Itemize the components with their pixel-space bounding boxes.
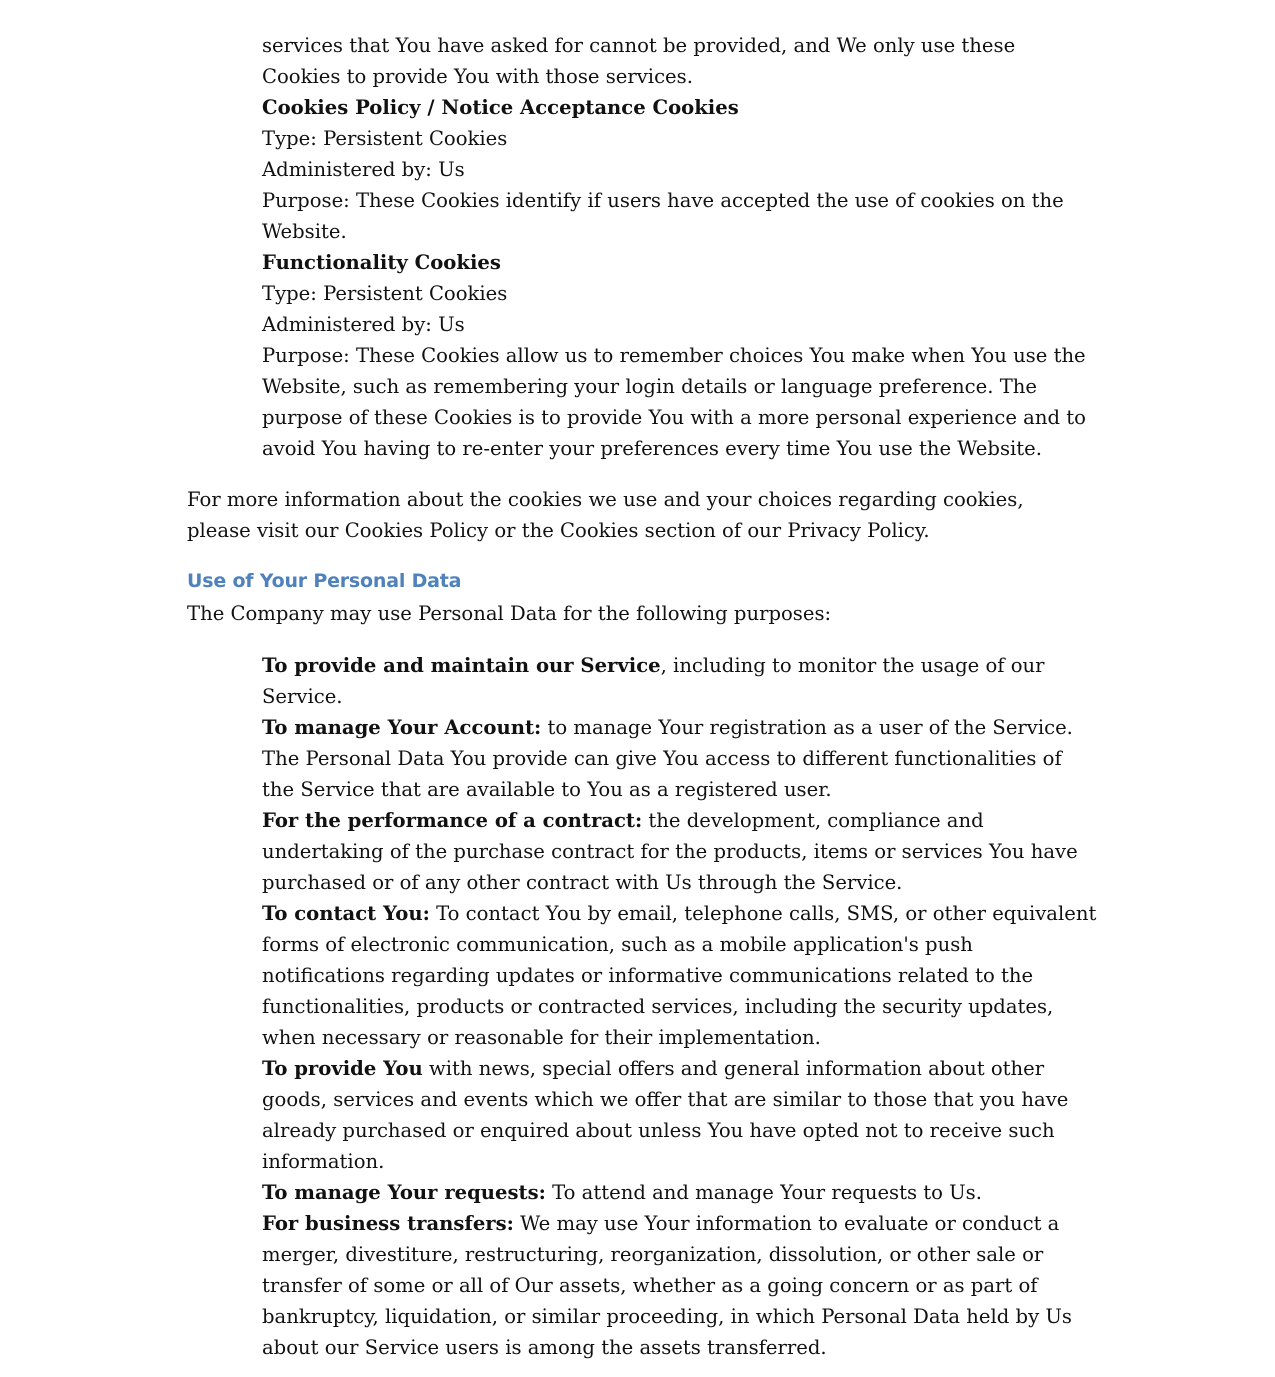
cookies-list-continued — [262, 30, 1097, 464]
purpose-lead: For the performance of a contract: — [262, 809, 643, 832]
cookie-title-acceptance: Cookies Policy / Notice Acceptance Cookies — [262, 96, 739, 119]
purpose-text: to manage Your registration as a user of the Service. The Personal Data You provide can give You access to different functionalities of the Service that are available to You as a registered user. — [262, 716, 1073, 801]
use-of-data-intro-text: The Company may use Personal Data for the following purposes: — [187, 602, 832, 625]
more-info-paragraph — [187, 484, 1092, 546]
purpose-text: , including to monitor the usage of our Service. — [262, 654, 1045, 708]
section-heading-use-of-data: Use of Your Personal Data — [187, 570, 462, 592]
purpose-item — [262, 650, 1097, 712]
use-of-data-intro — [187, 598, 1092, 629]
purpose-lead: To manage Your Account: — [262, 716, 542, 739]
purpose-item — [262, 1208, 1097, 1363]
purpose-text: To contact You by email, telephone calls, SMS, or other equivalent forms of electronic communication, such as a mobile application's push notifications regarding updates or informative communications related to the functionalities, products or contracted services, including the security updates, when necessary or reasonable for their implementation. — [262, 902, 1097, 1049]
purpose-item — [262, 805, 1097, 898]
purposes-list — [262, 650, 1097, 1363]
purpose-text: We may use Your information to evaluate or conduct a merger, divestiture, restructuring, reorganization, dissolution, or other sale or transfer of some or all of Our assets, whether as a going concern or as part of bankruptcy, liquidation, or similar proceeding, in which Personal Data held by Us about our Service users is among the assets transferred. — [262, 1212, 1072, 1359]
purpose-lead: To provide You — [262, 1057, 423, 1080]
cookie-purpose-functionality: Purpose: These Cookies allow us to remember choices You make when You use the Website, such as remembering your login details or language preference. The purpose of these Cookies is to provide You with a more personal experience and to avoid You having to re-enter your preferences every time You use the Website. — [262, 344, 1086, 460]
purpose-lead: For business transfers: — [262, 1212, 514, 1235]
cookie-administered-acceptance: Administered by: Us — [262, 158, 465, 181]
cookie-administered-functionality: Administered by: Us — [262, 313, 465, 336]
purpose-item — [262, 1053, 1097, 1177]
purpose-text: with news, special offers and general information about other goods, services and events which we offer that are similar to those that you have already purchased or enquired about unless You have opted not to receive such information. — [262, 1057, 1069, 1173]
cookie-type-acceptance: Type: Persistent Cookies — [262, 127, 508, 150]
purpose-lead: To manage Your requests: — [262, 1181, 546, 1204]
purpose-item — [262, 1177, 1097, 1208]
cookie-purpose-acceptance: Purpose: These Cookies identify if users have accepted the use of cookies on the Website. — [262, 189, 1064, 243]
purpose-lead: To provide and maintain our Service — [262, 654, 661, 677]
cookie-title-functionality: Functionality Cookies — [262, 251, 501, 274]
cookie-type-functionality: Type: Persistent Cookies — [262, 282, 508, 305]
purpose-lead: To contact You: — [262, 902, 430, 925]
cookie-intro-text: services that You have asked for cannot be provided, and We only use these Cookies to provide You with those services. — [262, 34, 1016, 88]
purpose-item — [262, 898, 1097, 1053]
purpose-text: To attend and manage Your requests to Us. — [545, 1181, 982, 1204]
more-info-text: For more information about the cookies we use and your choices regarding cookies, please visit our Cookies Policy or the Cookies section of our Privacy Policy. — [187, 488, 1024, 542]
purpose-text: the development, compliance and undertaking of the purchase contract for the products, items or services You have purchased or of any other contract with Us through the Service. — [262, 809, 1078, 894]
purpose-item — [262, 712, 1097, 805]
